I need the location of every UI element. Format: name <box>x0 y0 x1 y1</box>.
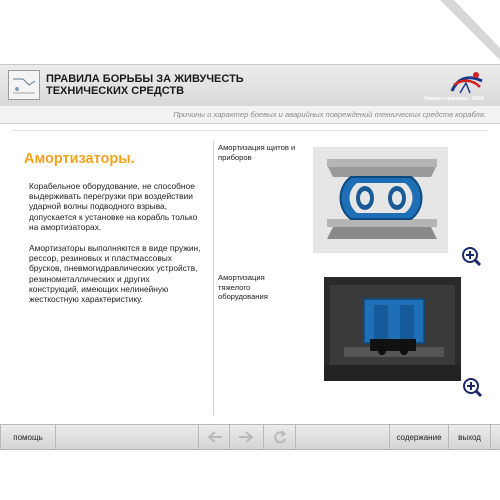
column-divider <box>213 141 214 415</box>
paragraph-1: Корабельное оборудование, не способное выдерживать перегрузки при воздействии ударной волны подводного взрыва, допускается к установке на корабль только на амортизаторах. <box>29 181 198 232</box>
zoom-in-icon[interactable] <box>461 246 481 266</box>
logo-icon <box>446 67 488 97</box>
paragraph-2: Амортизаторы выполняются в виде пружин, рессор, резиновых и пластмассовых брусков, пневмогидравлических устройств, резинометаллических и других конструкций, имеющих нелинейную жесткостную характеристику. <box>29 243 201 305</box>
arrow-left-icon <box>205 430 223 444</box>
reload-icon <box>271 430 289 444</box>
header-thumbnail <box>8 70 40 100</box>
next-button[interactable] <box>230 425 264 449</box>
page-number: Номер страницы: 16/69 <box>424 96 484 102</box>
image-label-1: Амортизация щитов и приборов <box>218 143 296 162</box>
page-title: ПРАВИЛА БОРЬБЫ ЗА ЖИВУЧЕСТЬ ТЕХНИЧЕСКИХ СРЕДСТВ <box>46 73 244 97</box>
arrow-right-icon <box>238 430 256 444</box>
thumbnail-diagram-icon <box>9 71 39 99</box>
help-button[interactable]: помощь <box>0 425 56 449</box>
text-column <box>12 131 212 421</box>
header <box>0 64 500 106</box>
content-area <box>12 130 488 420</box>
heavy-equipment-absorber-image[interactable] <box>324 277 461 381</box>
page-curl-decoration <box>420 0 500 60</box>
exit-button[interactable]: выход <box>449 425 491 449</box>
panel-absorber-illustration <box>313 147 448 253</box>
shock-absorber-panels-image[interactable] <box>313 147 448 253</box>
subtitle-bar <box>0 106 500 124</box>
reload-button[interactable] <box>264 425 296 449</box>
zoom-in-icon[interactable] <box>462 377 482 397</box>
image-label-2: Амортизация тяжелого оборудования <box>218 273 268 301</box>
subtitle: Причины и характер боевых и аварийных повреждений технических средств корабля. <box>173 110 486 119</box>
contents-button[interactable]: содержание <box>389 425 449 449</box>
section-title: Амортизаторы. <box>24 151 135 167</box>
prev-button[interactable] <box>198 425 230 449</box>
heavy-absorber-illustration <box>324 277 461 381</box>
footer-toolbar <box>0 424 500 450</box>
